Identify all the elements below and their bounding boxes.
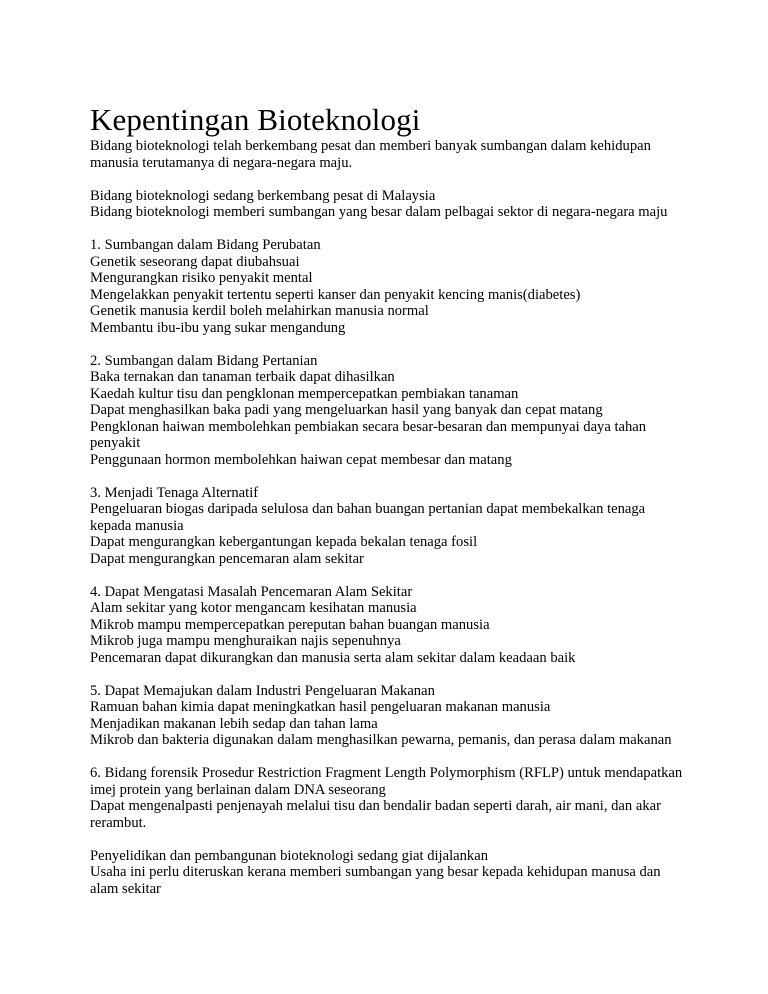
text-line: Penggunaan hormon membolehkan haiwan cepat membesar dan matang (90, 451, 512, 468)
paragraph (90, 683, 690, 749)
paragraph-list (90, 138, 690, 897)
text-line: Dapat mengurangkan pencemaran alam sekitar (90, 550, 364, 567)
text-line: Alam sekitar yang kotor mengancam kesihatan manusia (90, 600, 417, 616)
text-line: Kaedah kultur tisu dan pengklonan mempercepatkan pembiakan tanaman (90, 385, 519, 402)
text-line: Genetik manusia kerdil boleh melahirkan manusia normal (90, 303, 429, 319)
text-line: 1. Sumbangan dalam Bidang Perubatan (90, 237, 321, 253)
paragraph (90, 353, 690, 469)
paragraph (90, 138, 690, 171)
text-line: Ramuan bahan kimia dapat meningkatkan hasil pengeluaran makanan manusia (90, 699, 551, 715)
text-line: Bidang bioteknologi memberi sumbangan yang besar dalam pelbagai sektor di negara-negara maju (90, 204, 668, 220)
text-line: Menjadikan makanan lebih sedap dan tahan lama (90, 715, 378, 732)
text-line: 6. Bidang forensik Prosedur Restriction Fragment Length Polymorphism (RFLP) untuk mendapatkan imej protein yang berlainan dalam DNA seseorang (90, 765, 686, 798)
text-line: Pengeluaran biogas daripada selulosa dan bahan buangan pertanian dapat membekalkan tenaga kepada manusia (90, 501, 649, 534)
text-line: Penyelidikan dan pembangunan bioteknologi sedang giat dijalankan (90, 847, 488, 864)
paragraph (90, 848, 690, 898)
text-line: Genetik seseorang dapat diubahsuai (90, 253, 300, 270)
text-line: Usaha ini perlu diteruskan kerana memberi sumbangan yang besar kepada kehidupan manusa dan alam sekitar (90, 864, 665, 897)
text-line: Mikrob juga mampu menghuraikan najis sepenuhnya (90, 633, 401, 649)
document-body (90, 103, 690, 914)
text-line: Dapat menghasilkan baka padi yang mengeluarkan hasil yang banyak dan cepat matang (90, 402, 603, 418)
paragraph (90, 188, 690, 221)
text-line: Dapat mengurangkan kebergantungan kepada bekalan tenaga fosil (90, 534, 478, 550)
text-line: Dapat mengenalpasti penjenayah melalui tisu dan bendalir badan seperti darah, air mani, dan akar rerambut. (90, 798, 665, 831)
text-line: Mengelakkan penyakit tertentu seperti kanser dan penyakit kencing manis(diabetes) (90, 286, 581, 303)
text-line: Mengurangkan risiko penyakit mental (90, 270, 313, 286)
text-line: Membantu ibu-ibu yang sukar mengandung (90, 319, 346, 336)
text-line: Bidang bioteknologi sedang berkembang pesat di Malaysia (90, 187, 436, 204)
text-line: 5. Dapat Memajukan dalam Industri Pengeluaran Makanan (90, 682, 435, 699)
text-line: Mikrob mampu mempercepatkan pereputan bahan buangan manusia (90, 616, 490, 633)
text-line: 4. Dapat Mengatasi Masalah Pencemaran Alam Sekitar (90, 583, 413, 600)
text-line: Bidang bioteknologi telah berkembang pesat dan memberi banyak sumbangan dalam kehidupan manusia terutamanya di negara-negara maju. (90, 138, 655, 171)
paragraph (90, 237, 690, 336)
text-line: Mikrob dan bakteria digunakan dalam menghasilkan pewarna, pemanis, dan perasa dalam makanan (90, 732, 672, 748)
text-line: 3. Menjadi Tenaga Alternatif (90, 484, 259, 501)
text-line: 2. Sumbangan dalam Bidang Pertanian (90, 352, 318, 369)
text-line: Pencemaran dapat dikurangkan dan manusia serta alam sekitar dalam keadaan baik (90, 649, 576, 666)
paragraph (90, 584, 690, 667)
paragraph (90, 765, 690, 831)
text-line: Baka ternakan dan tanaman terbaik dapat dihasilkan (90, 369, 395, 385)
text-line: Pengklonan haiwan membolehkan pembiakan secara besar-besaran dan mempunyai daya tahan penyakit (90, 418, 650, 451)
document-title: Kepentingan Bioteknologi (90, 102, 421, 137)
paragraph (90, 485, 690, 568)
